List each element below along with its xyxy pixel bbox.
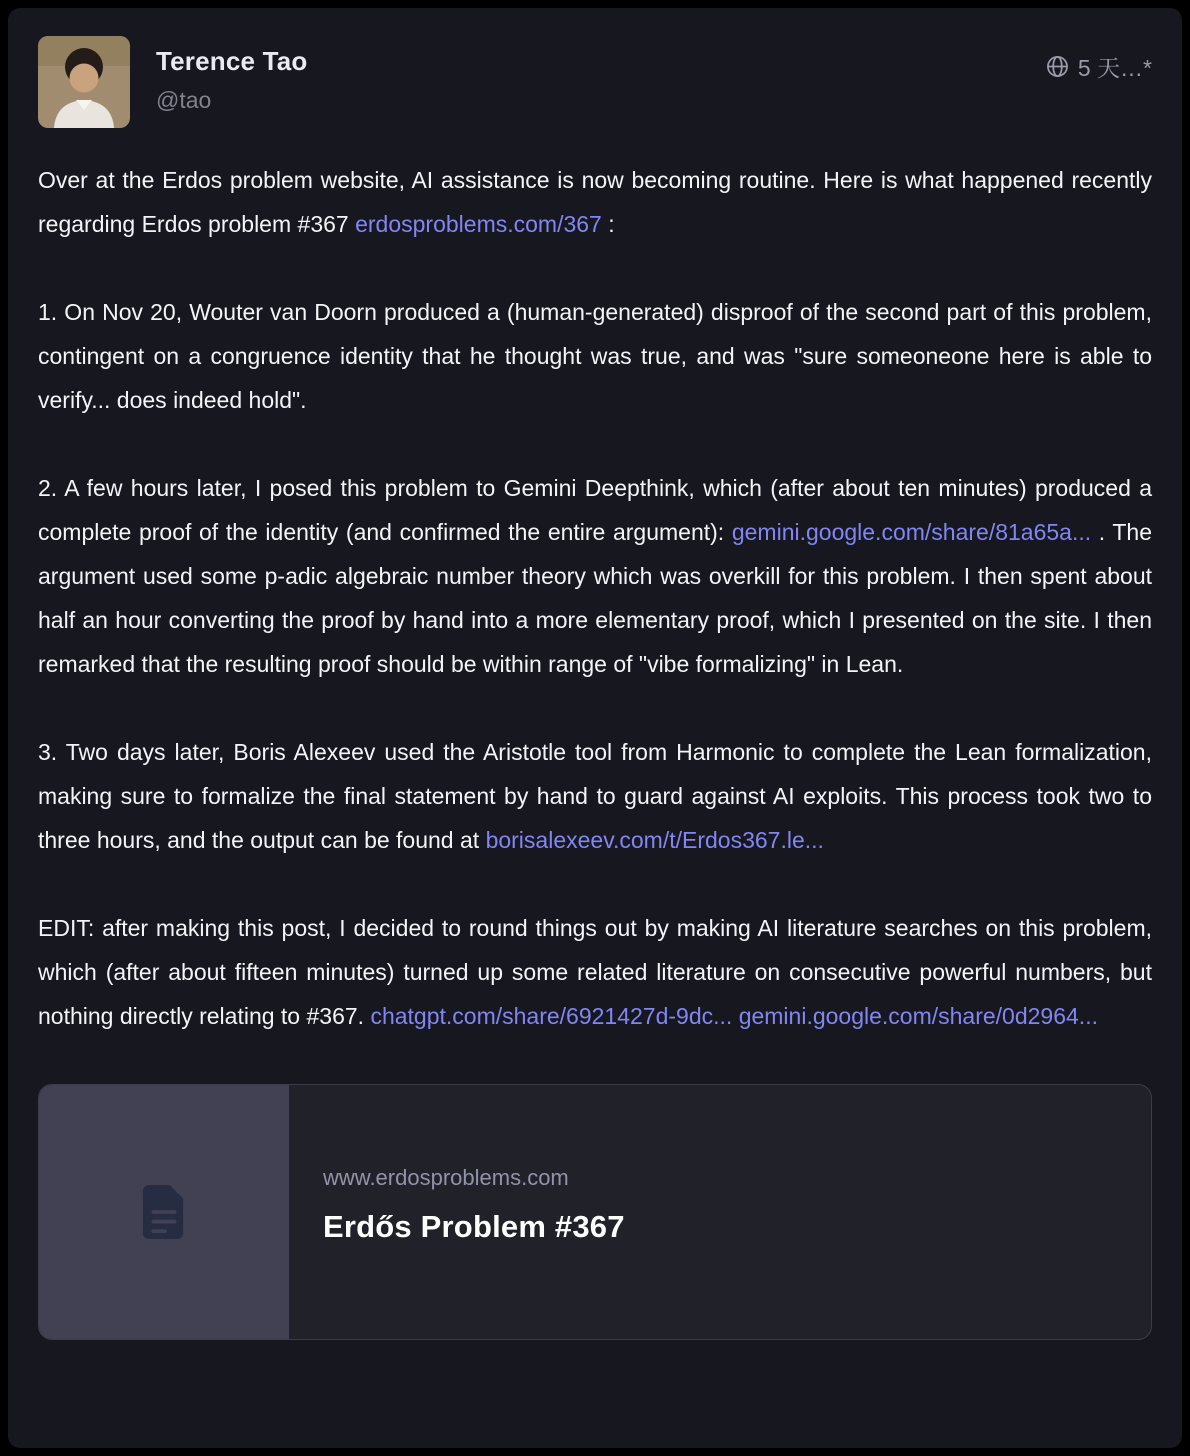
- document-icon: [141, 1185, 187, 1239]
- paragraph-text: 1. On Nov 20, Wouter van Doorn produced a (human-generated) disproof of the second part of this problem, contingent on a congruence identity that he thought was true, and was "sure someoneone here is able to verify... does indeed hold".: [38, 299, 1152, 413]
- card-body: [289, 1085, 1151, 1339]
- post-paragraph-5: [38, 906, 1152, 1038]
- author-display-name: Terence Tao: [156, 46, 308, 76]
- paragraph-text: Over at the Erdos problem website, AI assistance is now becoming routine. Here is what happened recently regarding Erdos problem #367: [38, 167, 1152, 237]
- card-domain: www.erdosproblems.com: [323, 1165, 569, 1190]
- post-paragraph-4: [38, 730, 1152, 862]
- link-preview-card[interactable]: [38, 1084, 1152, 1340]
- post-paragraph-2: [38, 290, 1152, 422]
- author-block[interactable]: [156, 36, 308, 114]
- post-body: [38, 158, 1152, 1038]
- author-handle: @tao: [156, 87, 212, 113]
- post-container: [8, 8, 1182, 1448]
- post-header: [38, 36, 1152, 128]
- paragraph-text: EDIT: after making this post, I decided to round things out by making AI literature searches on this problem, which (after about fifteen minutes) turned up some related literature on consecutive powerful numbers, but nothing directly relating to #367.: [38, 915, 1152, 1029]
- link-chatgpt-share[interactable]: chatgpt.com/share/6921427d-9dc...: [370, 1003, 733, 1029]
- post-paragraph-3: [38, 466, 1152, 686]
- link-gemini-share-2[interactable]: gemini.google.com/share/0d2964...: [738, 1003, 1098, 1029]
- link-erdosproblems-367[interactable]: erdosproblems.com/367: [355, 211, 602, 237]
- avatar-image: [38, 36, 130, 128]
- paragraph-text: 3. Two days later, Boris Alexeev used the Aristotle tool from Harmonic to complete the Lean formalization, making sure to formalize the final statement by hand to guard against AI exploits. This process took two to three hours, and the output can be found at: [38, 739, 1152, 853]
- timestamp: 5 天…*: [1077, 55, 1152, 81]
- card-thumbnail: [39, 1085, 289, 1339]
- paragraph-text: :: [601, 211, 615, 237]
- paragraph-text: 2. A few hours later, I posed this problem to Gemini Deepthink, which (after about ten minutes) produced a complete proof of the identity (and confirmed the entire argument):: [38, 475, 1152, 545]
- link-borisalexeev[interactable]: borisalexeev.com/t/Erdos367.le...: [485, 827, 824, 853]
- link-gemini-share-1[interactable]: gemini.google.com/share/81a65a...: [731, 519, 1092, 545]
- globe-icon: [1046, 55, 1069, 78]
- post-paragraph-1: [38, 158, 1152, 246]
- card-title: Erdős Problem #367: [323, 1209, 625, 1244]
- avatar[interactable]: [38, 36, 130, 128]
- paragraph-text: . The argument used some p-adic algebraic number theory which was overkill for this problem. I then spent about half an hour converting the proof by hand into a more elementary proof, which I presented on the site. I then remarked that the resulting proof should be within range of "vibe formalizing" in Lean.: [38, 519, 1153, 677]
- post-meta[interactable]: [1046, 36, 1152, 83]
